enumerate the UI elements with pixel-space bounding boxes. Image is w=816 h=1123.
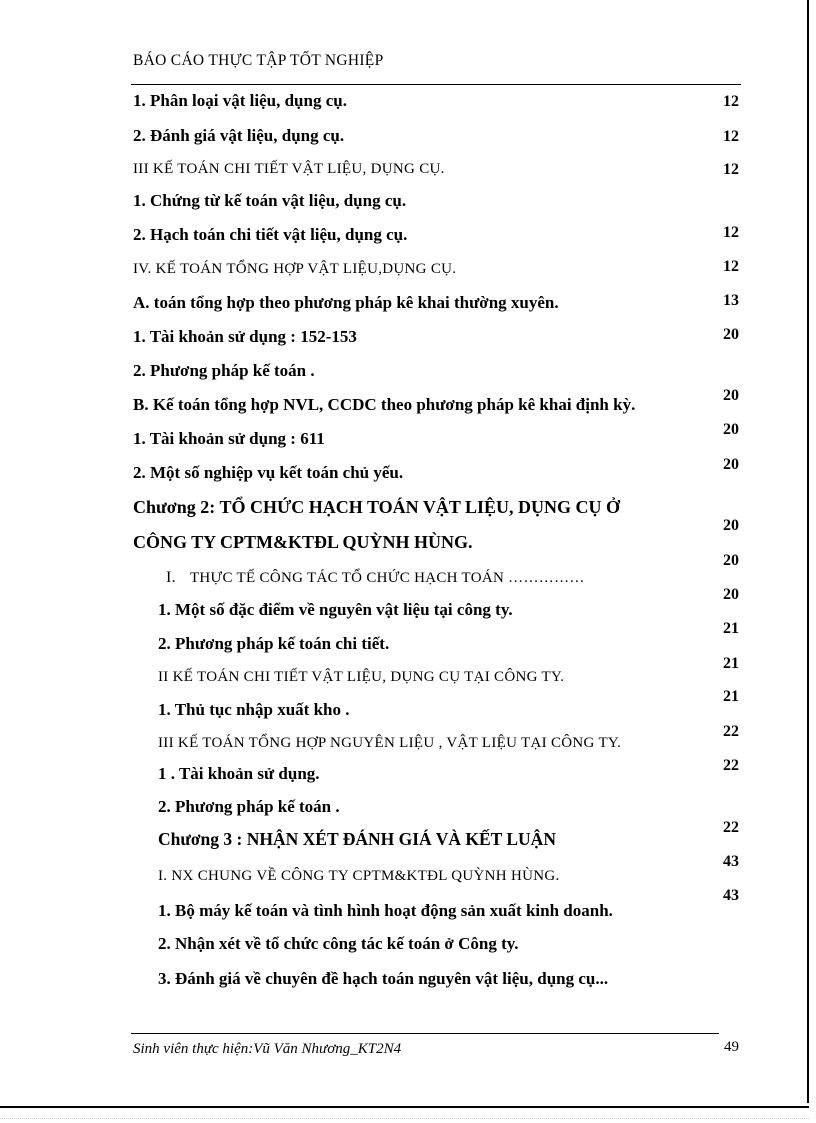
toc-page-number: 22	[723, 819, 739, 836]
toc-entry: 2. Nhận xét về tổ chức công tác kế toán ở Công ty.	[158, 934, 519, 953]
toc-entry: IV. KẾ TOÁN TỔNG HỢP VẬT LIỆU,DỤNG CỤ.	[133, 261, 457, 277]
toc-entry: II KẾ TOÁN CHI TIẾT VẬT LIỆU, DỤNG CỤ TẠI CÔNG TY.	[158, 669, 565, 685]
footer-divider	[131, 1033, 719, 1034]
toc-chapter-heading: Chương 3 : NHẬN XÉT ĐÁNH GIÁ VÀ KẾT LUẬN	[158, 829, 556, 849]
toc-chapter-heading: CÔNG TY CPTM&KTĐL QUỲNH HÙNG.	[133, 532, 473, 552]
toc-entry: 1. Tài khoản sử dụng : 152-153	[133, 327, 357, 346]
toc-page-number: 12	[723, 128, 739, 145]
toc-entry: III KẾ TOÁN CHI TIẾT VẬT LIỆU, DỤNG CỤ.	[133, 161, 445, 177]
toc-page-number: 22	[723, 723, 739, 740]
toc-page-number: 21	[723, 620, 739, 637]
page-frame-bottom	[0, 1106, 809, 1108]
toc-page-number: 20	[723, 552, 739, 569]
toc-page-number: 21	[723, 655, 739, 672]
page-header-title: BÁO CÁO THỰC TẬP TỐT NGHIỆP	[133, 52, 384, 69]
footer-author: Sinh viên thực hiện:Vũ Văn Nhương_KT2N4	[133, 1041, 402, 1057]
toc-page-number: 20	[723, 421, 739, 438]
toc-entry: 1. Thủ tục nhập xuất kho .	[158, 700, 350, 719]
toc-entry-text: THỰC TẾ CÔNG TÁC TỔ CHỨC HẠCH TOÁN ……………	[189, 570, 585, 586]
toc-entry: I. NX CHUNG VỀ CÔNG TY CPTM&KTĐL QUỲNH HÙNG.	[158, 868, 560, 884]
toc-entry: 2. Một số nghiệp vụ kết toán chủ yếu.	[133, 463, 404, 482]
toc-entry: 2. Đánh giá vật liệu, dụng cụ.	[133, 126, 345, 145]
toc-page-number: 20	[723, 387, 739, 404]
toc-entry: 2. Hạch toán chi tiết vật liệu, dụng cụ.	[133, 225, 408, 244]
toc-entry: 2. Phương pháp kế toán .	[133, 361, 315, 380]
toc-entry: 1. Tài khoản sử dụng : 611	[133, 429, 325, 448]
toc-page-number: 20	[723, 456, 739, 473]
toc-entry: 1. Một số đặc điểm về nguyên vật liệu tại công ty.	[158, 600, 513, 619]
page-frame-right	[807, 0, 809, 1103]
toc-entry: III KẾ TOÁN TỔNG HỢP NGUYÊN LIỆU , VẬT LIỆU TẠI CÔNG TY.	[158, 735, 622, 751]
toc-page-number: 22	[723, 757, 739, 774]
toc-page-number: 21	[723, 688, 739, 705]
toc-page-number: 13	[723, 292, 739, 309]
header-divider	[131, 84, 741, 85]
toc-page-number: 12	[723, 93, 739, 110]
toc-chapter-heading: Chương 2: TỔ CHỨC HẠCH TOÁN VẬT LIỆU, DỤNG CỤ Ở	[133, 497, 621, 517]
roman-numeral: I.	[166, 569, 176, 586]
toc-entry: A. toán tổng hợp theo phương pháp kê khai thường xuyên.	[133, 293, 559, 312]
toc-entry: 2. Phương pháp kế toán .	[158, 797, 340, 816]
page-edge-dotted-line	[0, 1118, 809, 1119]
toc-entry	[166, 568, 585, 588]
toc-page-number: 20	[723, 326, 739, 343]
footer-page-number: 49	[724, 1039, 739, 1055]
toc-entry: B. Kế toán tổng hợp NVL, CCDC theo phương pháp kê khai định kỳ.	[133, 395, 636, 414]
toc-page-number: 43	[723, 887, 739, 904]
toc-entry: 1. Chứng từ kế toán vật liệu, dụng cụ.	[133, 191, 407, 210]
toc-entry: 1. Phân loại vật liệu, dụng cụ.	[133, 91, 347, 110]
toc-entry: 1. Bộ máy kế toán và tình hình hoạt động sản xuất kinh doanh.	[158, 901, 613, 920]
toc-page-number: 12	[723, 258, 739, 275]
toc-page-number: 20	[723, 517, 739, 534]
toc-entry: 2. Phương pháp kế toán chi tiết.	[158, 634, 390, 653]
toc-page-number: 20	[723, 586, 739, 603]
toc-page-number: 12	[723, 224, 739, 241]
toc-entry: 1 . Tài khoản sử dụng.	[158, 764, 320, 783]
toc-page-number: 12	[723, 161, 739, 178]
toc-entry: 3. Đánh giá về chuyên đề hạch toán nguyên vật liệu, dụng cụ...	[158, 969, 609, 988]
toc-page-number: 43	[723, 853, 739, 870]
